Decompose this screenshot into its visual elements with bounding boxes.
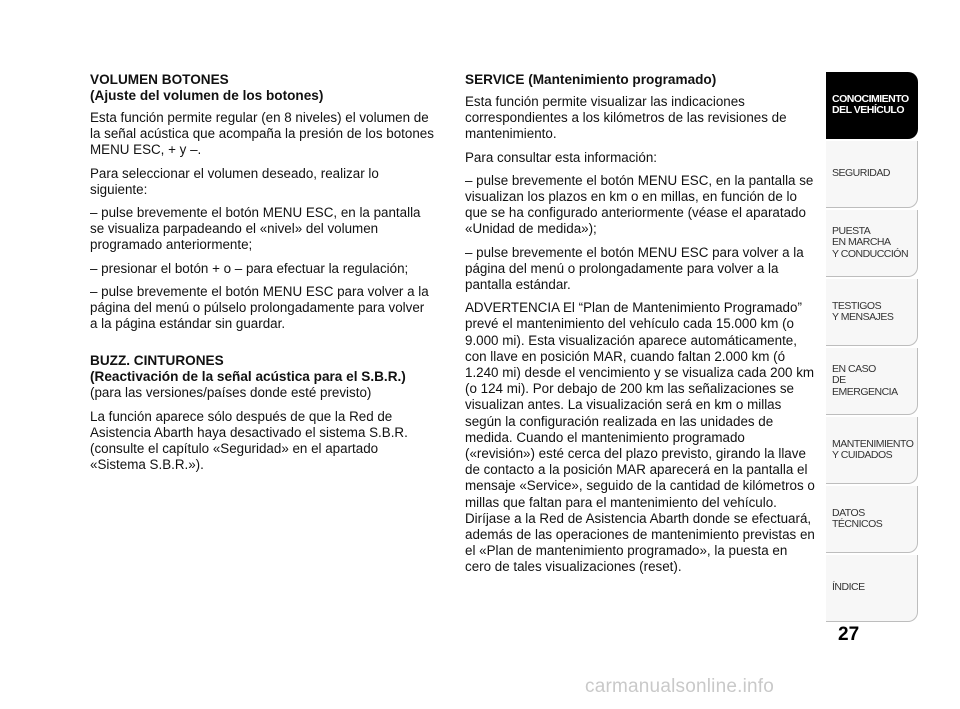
tab-seguridad[interactable]: SEGURIDAD	[826, 141, 918, 208]
watermark-text: carmanualsonline.info	[585, 676, 775, 697]
section-buzz-title: BUZZ. CINTURONES	[90, 353, 224, 369]
paragraph: – presionar el botón + o – para efectuar la regulación;	[90, 260, 409, 276]
section-volumen-heading	[90, 72, 435, 104]
paragraph: Esta función permite visualizar las indicaciones correspondientes a los kilómetros de las revisiones de mantenimiento.	[465, 94, 787, 142]
right-column	[465, 72, 815, 583]
tab-en-caso-de-emergencia[interactable]: EN CASO DE EMERGENCIA	[826, 348, 918, 415]
paragraph: La función aparece sólo después de que la Red de Asistencia Abarth haya desactivado el sistema S.B.R. (consulte el capítulo «Seguridad» en el apartado «Sistema S.B.R.»).	[90, 408, 408, 473]
section-buzz-heading	[90, 353, 435, 385]
tab-mantenimiento-y-cuidados[interactable]: MANTENIMIENTO Y CUIDADOS	[826, 417, 918, 484]
paragraph: – pulse brevemente el botón MENU ESC para volver a la página del menú o prolongadamente para volver a la pantalla estándar.	[465, 244, 804, 293]
paragraph: – pulse brevemente el botón MENU ESC, en la pantalla se visualiza parpadeando el «nivel» del volumen programado anteriormente;	[90, 205, 421, 253]
tab-puesta-en-marcha[interactable]: PUESTA EN MARCHA Y CONDUCCIÓN	[826, 210, 918, 277]
tab-testigos-y-mensajes[interactable]: TESTIGOS Y MENSAJES	[826, 279, 918, 346]
section-gap	[90, 339, 435, 353]
section-buzz-note: (para las versiones/países donde esté previsto)	[90, 385, 372, 401]
paragraph: – pulse brevemente el botón MENU ESC para volver a la página del menú o púlselo prolongadamente para volver a la página estándar sin guardar.	[90, 283, 429, 332]
tab-conocimiento-del-vehiculo[interactable]: CONOCIMIENTO DEL VEHÍCULO	[826, 72, 918, 139]
page-number: 27	[838, 624, 860, 645]
section-service-title: SERVICE (Mantenimiento programado)	[465, 72, 717, 87]
paragraph: Para consultar esta información:	[465, 149, 658, 165]
paragraph: ADVERTENCIA El “Plan de Mantenimiento Programado” prevé el mantenimiento del vehículo cada 15.000 km (o 9.000 mi). Esta visualización aparece automáticamente, con llave en posición MAR, cuando faltan 2.000 km (ó 1.240 mi) desde el vencimiento y se visualiza cada 200 km (o 124 mi). Por debajo de 200 km las señalizaciones se visualizan antes. La visualización será en km o millas según la configuración realizada en las unidades de medida. Cuando el mantenimiento programado («revisión») esté cerca del plazo previsto, girando la llave de contacto a la posición MAR aparecerá en la pantalla el mensaje «Service», seguido de la cantidad de kilómetros o millas que faltan para el mantenimiento del vehículo. Diríjase a la Red de Asistencia Abarth donde se efectuará, además de las operaciones de mantenimiento previstas en el «Plan de mantenimiento programado», la puesta en cero de tales visualizaciones (reset).	[465, 300, 815, 575]
left-column	[90, 72, 435, 480]
section-volumen-title: VOLUMEN BOTONES	[90, 72, 229, 87]
paragraph: Esta función permite regular (en 8 niveles) el volumen de la señal acústica que acompaña la presión de los botones MENU ESC, + y –.	[90, 110, 434, 158]
chapter-index-tabs	[826, 72, 918, 624]
paragraph: – pulse brevemente el botón MENU ESC, en la pantalla se visualizan los plazos en km o en millas, en función de lo que se ha configurado anteriormente (véase el aparatado «Unidad de medida»);	[465, 172, 814, 237]
tab-datos-tecnicos[interactable]: DATOS TÉCNICOS	[826, 486, 918, 553]
section-buzz-subtitle: (Reactivación de la señal acústica para el S.B.R.)	[90, 369, 406, 385]
tab-indice[interactable]: ÍNDICE	[826, 555, 918, 622]
section-volumen-subtitle: (Ajuste del volumen de los botones)	[90, 88, 324, 103]
paragraph: Para seleccionar el volumen deseado, realizar lo siguiente:	[90, 165, 379, 197]
